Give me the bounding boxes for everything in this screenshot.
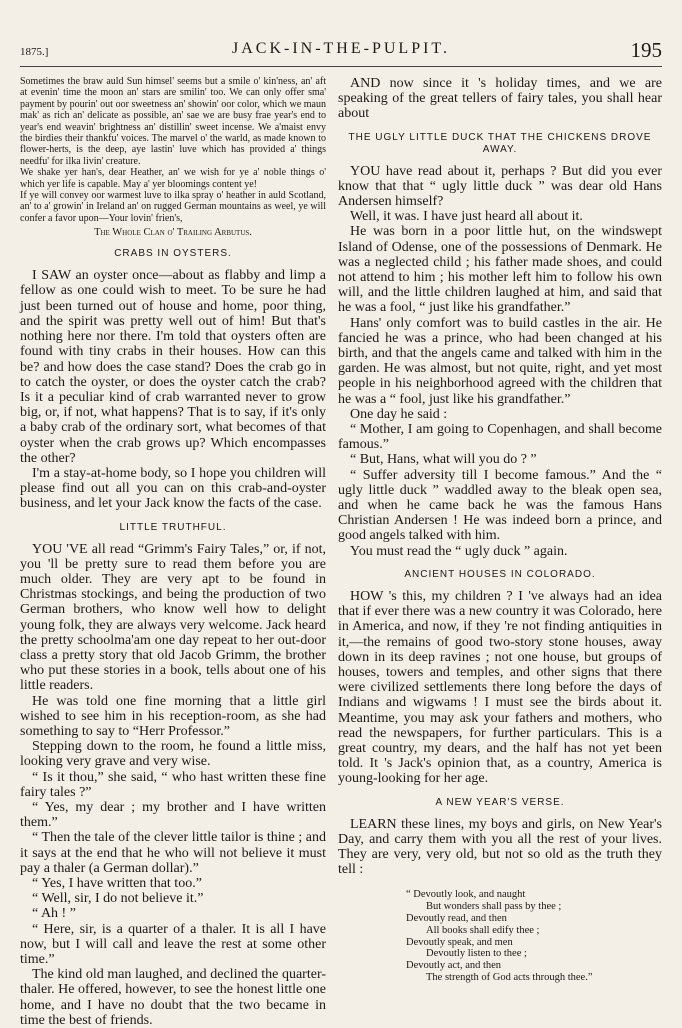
poem-line: Devoutly read, and then [406, 912, 507, 924]
truthful-paragraph: The kind old man laughed, and declined the quarter-thaler. He offered, however, to see the honest little one home, and I have no doubt that the two became in time the best of friends. [20, 967, 326, 1028]
duck-paragraph: He was born in a poor little hut, on the windswept Island of Odense, one of the possessions of Denmark. He was a neglected child ; his father made shoes, and could not attend to him ; his mother left him to follow his own will, and the little children laughed at him, and said that he was a fool, “ just like his grandfather.” [338, 224, 662, 316]
duck-paragraph: YOU have read about it, perhaps ? But did you ever know that that “ ugly little duck ” was dear old Hans Andersen himself? [338, 163, 662, 210]
duck-paragraph: Well, it was. I have just heard all about it. [350, 209, 583, 225]
crabs-heading: CRABS IN OYSTERS. [114, 248, 232, 260]
right-column [338, 76, 662, 984]
houses-heading: ANCIENT HOUSES IN COLORADO. [404, 568, 596, 580]
letter-signature: The Whole Clan o' Trailing Arbutus. [94, 227, 252, 239]
truthful-paragraph: “ Then the tale of the clever little tailor is thine ; and it says at the end that he who will not believe it must pay a thaler (a German dollar).” [20, 830, 326, 876]
poem [406, 889, 662, 983]
poem-line: Devoutly speak, and men [406, 936, 513, 948]
truthful-heading: LITTLE TRUTHFUL. [119, 521, 227, 533]
page-number: 195 [630, 38, 662, 62]
truthful-paragraph: He was told one fine morning that a little girl wished to see him in his reception-room, as she had something to say to “Herr Professor.” [20, 693, 326, 739]
year-label: 1875.] [20, 46, 49, 58]
duck-paragraph: “ Mother, I am going to Copenhagen, and shall become famous.” [338, 422, 662, 453]
truthful-paragraph: YOU 'VE all read “Grimm's Fairy Tales,” or, if not, you 'll be pretty sure to read them before you are much older. They are very apt to be found in Christmas stockings, and being the production of two German brothers, who know well how to delight young folk, they are always very welcome. Jack heard the pretty schoolma'am one day repeat to her out-door class a pretty story that old Jacob Grimm, the brother who put these stories in a book, tells about one of his little readers. [20, 541, 326, 694]
poem-line: All books shall edify thee ; [426, 924, 540, 936]
poem-line: “ Devoutly look, and naught [406, 889, 526, 901]
verse-heading: A NEW YEAR'S VERSE. [435, 796, 565, 808]
duck-paragraph: “ But, Hans, what will you do ? ” [350, 452, 537, 468]
truthful-paragraph: “ Here, sir, is a quarter of a thaler. It is all I have now, but I will call and leave the rest at some other time.” [20, 921, 326, 968]
letter-paragraph: We shake yer han's, dear Heather, an' we wish for ye a' noble things o' which yer life is capable. May a' yer bloomings content ye! [20, 167, 326, 190]
truthful-paragraph: “ Yes, I have written that too.” [32, 876, 202, 891]
letter-paragraph: If ye will convey oor warmest luve to ilka spray o' heather in auld Scotland, an' to a' growin' in Ireland an' on rugged German mountains as weel, ye will confer a favor upon—Your lovin' frien's, [20, 190, 326, 224]
page-header [20, 40, 662, 64]
header-rule [20, 66, 662, 67]
poem-line: But wonders shall pass by thee ; [426, 901, 562, 913]
truthful-paragraph: “ Ah ! ” [32, 906, 76, 922]
houses-paragraph: HOW 's this, my children ? I 've always had an idea that if ever there was a new country it was Colorado, here in America, and now, if they 're not finding antiquities in it,—the remains of good two-story stone houses, away down in its deep ravines ; not one house, but groups of houses, towers and temples, and other signs that there were civilized settlements there long before the days of Indians and wigwams ! I must see the birds about it. Meantime, you may ask your fathers and mothers, who read the newspapers, for further particulars. This is a great country, my dears, and the half has not yet been told. It 's Jack's opinion that, as a country, America is young-looking for her age. [338, 588, 662, 787]
crabs-paragraph: I'm a stay-at-home body, so I hope you children will please find out all you can on this crab-and-oyster business, and let your Jack know the facts of the case. [20, 465, 326, 512]
verse-intro: LEARN these lines, my boys and girls, on New Year's Day, and carry them with you all the rest of your lives. They are very, very old, but not so old as the truth they tell : [338, 816, 662, 878]
truthful-paragraph: “ Well, sir, I do not believe it.” [32, 891, 204, 907]
crabs-paragraph: I SAW an oyster once—about as flabby and limp a fellow as one could wish to meet. To be sure he had just been turned out of house and home, poor thing, and the spirit was pretty well out of him! But that's nothing here nor there. I'm told that oysters often are found with tiny crabs in their houses. How can this be? and how does the case stand? Does the crab go in to catch the oyster, or does the oyster catch the crab? Is it a peculiar kind of crab warranted never to grow big, or, if not, what happens? That is to say, if it's only a baby crab of the ordinary sort, what becomes of that oyster when the crab grows up? Which encompasses the other? [20, 268, 326, 466]
poem-line: Devoutly act, and then [406, 960, 502, 972]
running-title: JACK-IN-THE-PULPIT. [231, 40, 450, 57]
duck-paragraph: “ Suffer adversity till I become famous.” And the “ ugly little duck ” waddled away to the bleak open sea, and when he came back he was the famous Hans Christian Andersen ! He was indeed born a prince, and good angels talked with him. [338, 467, 662, 544]
duck-heading: THE UGLY LITTLE DUCK THAT THE CHICKENS DROVE AWAY. [348, 131, 652, 155]
poem-line: The strength of God acts through thee.” [426, 971, 593, 983]
letter-paragraph: Sometimes the braw auld Sun himsel' seems but a smile o' kin'ness, an' aft at evenin' time the moon an' stars are smilin' too. We can only offer sma' payment by pourin' out oor sweetness an' showin' oor color, which we maun mak' as rich an' delicate as possible, an' sae we are busy frae year's end to year's end weavin' brightness an' distillin' sweet incense. We a'maist envy the birdies their thankfu' voices. The marvel o' the warld, as made known to flower-herts, is the deep, aye lastin' luve which has provided a' things needfu' for ilka livin' creature. [20, 76, 326, 167]
poem-line: Devoutly listen to thee ; [426, 948, 527, 960]
truthful-paragraph: Stepping down to the room, he found a little miss, looking very grave and very wise. [20, 739, 326, 770]
duck-paragraph: One day he said : [350, 406, 448, 422]
duck-paragraph: You must read the “ ugly duck ” again. [350, 543, 568, 559]
duck-paragraph: Hans' only comfort was to build castles in the air. He fancied he was a prince, who had been changed at his birth, and that the angels came and talked with him in the garden. He was almost, but not quite, right, and yet most people in his neighborhood agreed with the children that he was a “ fool, just like his grandfather.” [338, 315, 662, 407]
holiday-intro: AND now since it 's holiday times, and we are speaking of the great tellers of fairy tales, you shall hear about [338, 76, 662, 122]
left-column [20, 76, 326, 1028]
truthful-paragraph: “ Yes, my dear ; my brother and I have written them.” [20, 799, 326, 831]
truthful-paragraph: “ Is it thou,” she said, “ who hast written these fine fairy tales ?” [20, 769, 326, 800]
